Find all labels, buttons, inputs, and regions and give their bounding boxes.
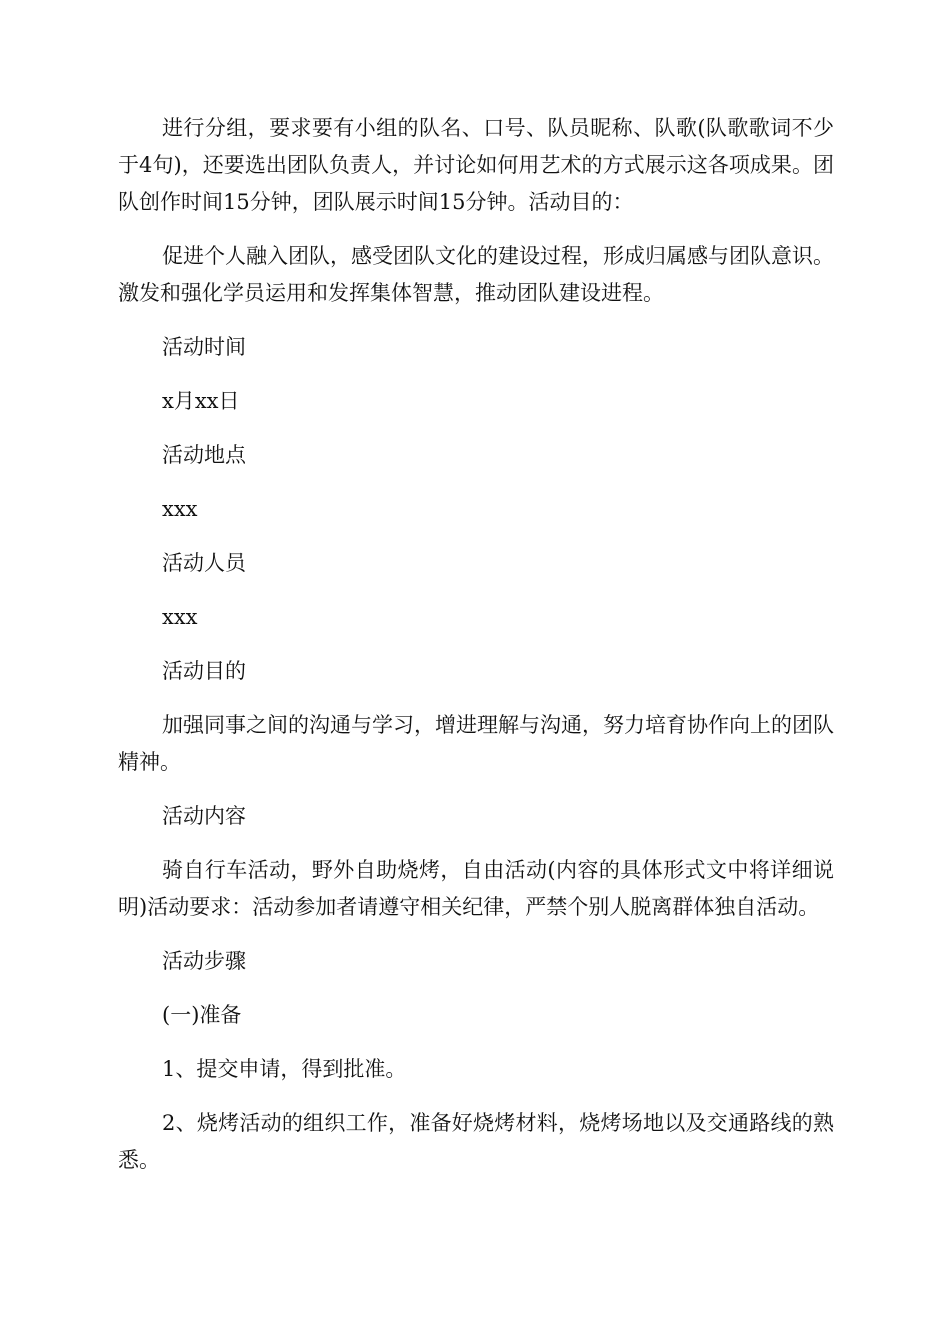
heading-step-preparation: (一)准备 bbox=[162, 1003, 242, 1027]
paragraph-activity-purpose: 加强同事之间的沟通与学习，增进理解与沟通，努力培育协作向上的团队精神。 bbox=[118, 713, 834, 774]
heading-activity-location: 活动地点 bbox=[162, 443, 246, 467]
value-activity-participants: xxx bbox=[162, 605, 198, 629]
paragraph-grouping-rules: 进行分组，要求要有小组的队名、口号、队员昵称、队歌(队歌歌词不少于4句)，还要选出团队负责人，并讨论如何用艺术的方式展示这各项成果。团队创作时间15分钟，团队展示时间15分钟。活动目的： bbox=[118, 116, 834, 214]
heading-activity-content: 活动内容 bbox=[162, 804, 246, 828]
value-activity-location: xxx bbox=[162, 497, 198, 521]
list-item-step-2: 2、烧烤活动的组织工作，准备好烧烤材料，烧烤场地以及交通路线的熟悉。 bbox=[118, 1111, 834, 1172]
heading-activity-participants: 活动人员 bbox=[162, 551, 246, 575]
value-activity-time: x月xx日 bbox=[162, 389, 240, 413]
heading-activity-time: 活动时间 bbox=[162, 335, 246, 359]
list-item-step-1: 1、提交申请，得到批准。 bbox=[162, 1057, 407, 1081]
heading-activity-purpose: 活动目的 bbox=[162, 659, 246, 683]
heading-activity-steps: 活动步骤 bbox=[162, 949, 246, 973]
document-page bbox=[118, 110, 834, 1196]
paragraph-activity-content: 骑自行车活动，野外自助烧烤，自由活动(内容的具体形式文中将详细说明)活动要求：活动参加者请遵守相关纪律，严禁个别人脱离群体独自活动。 bbox=[118, 858, 834, 919]
paragraph-purpose-team: 促进个人融入团队，感受团队文化的建设过程，形成归属感与团队意识。激发和强化学员运用和发挥集体智慧，推动团队建设进程。 bbox=[118, 244, 834, 305]
